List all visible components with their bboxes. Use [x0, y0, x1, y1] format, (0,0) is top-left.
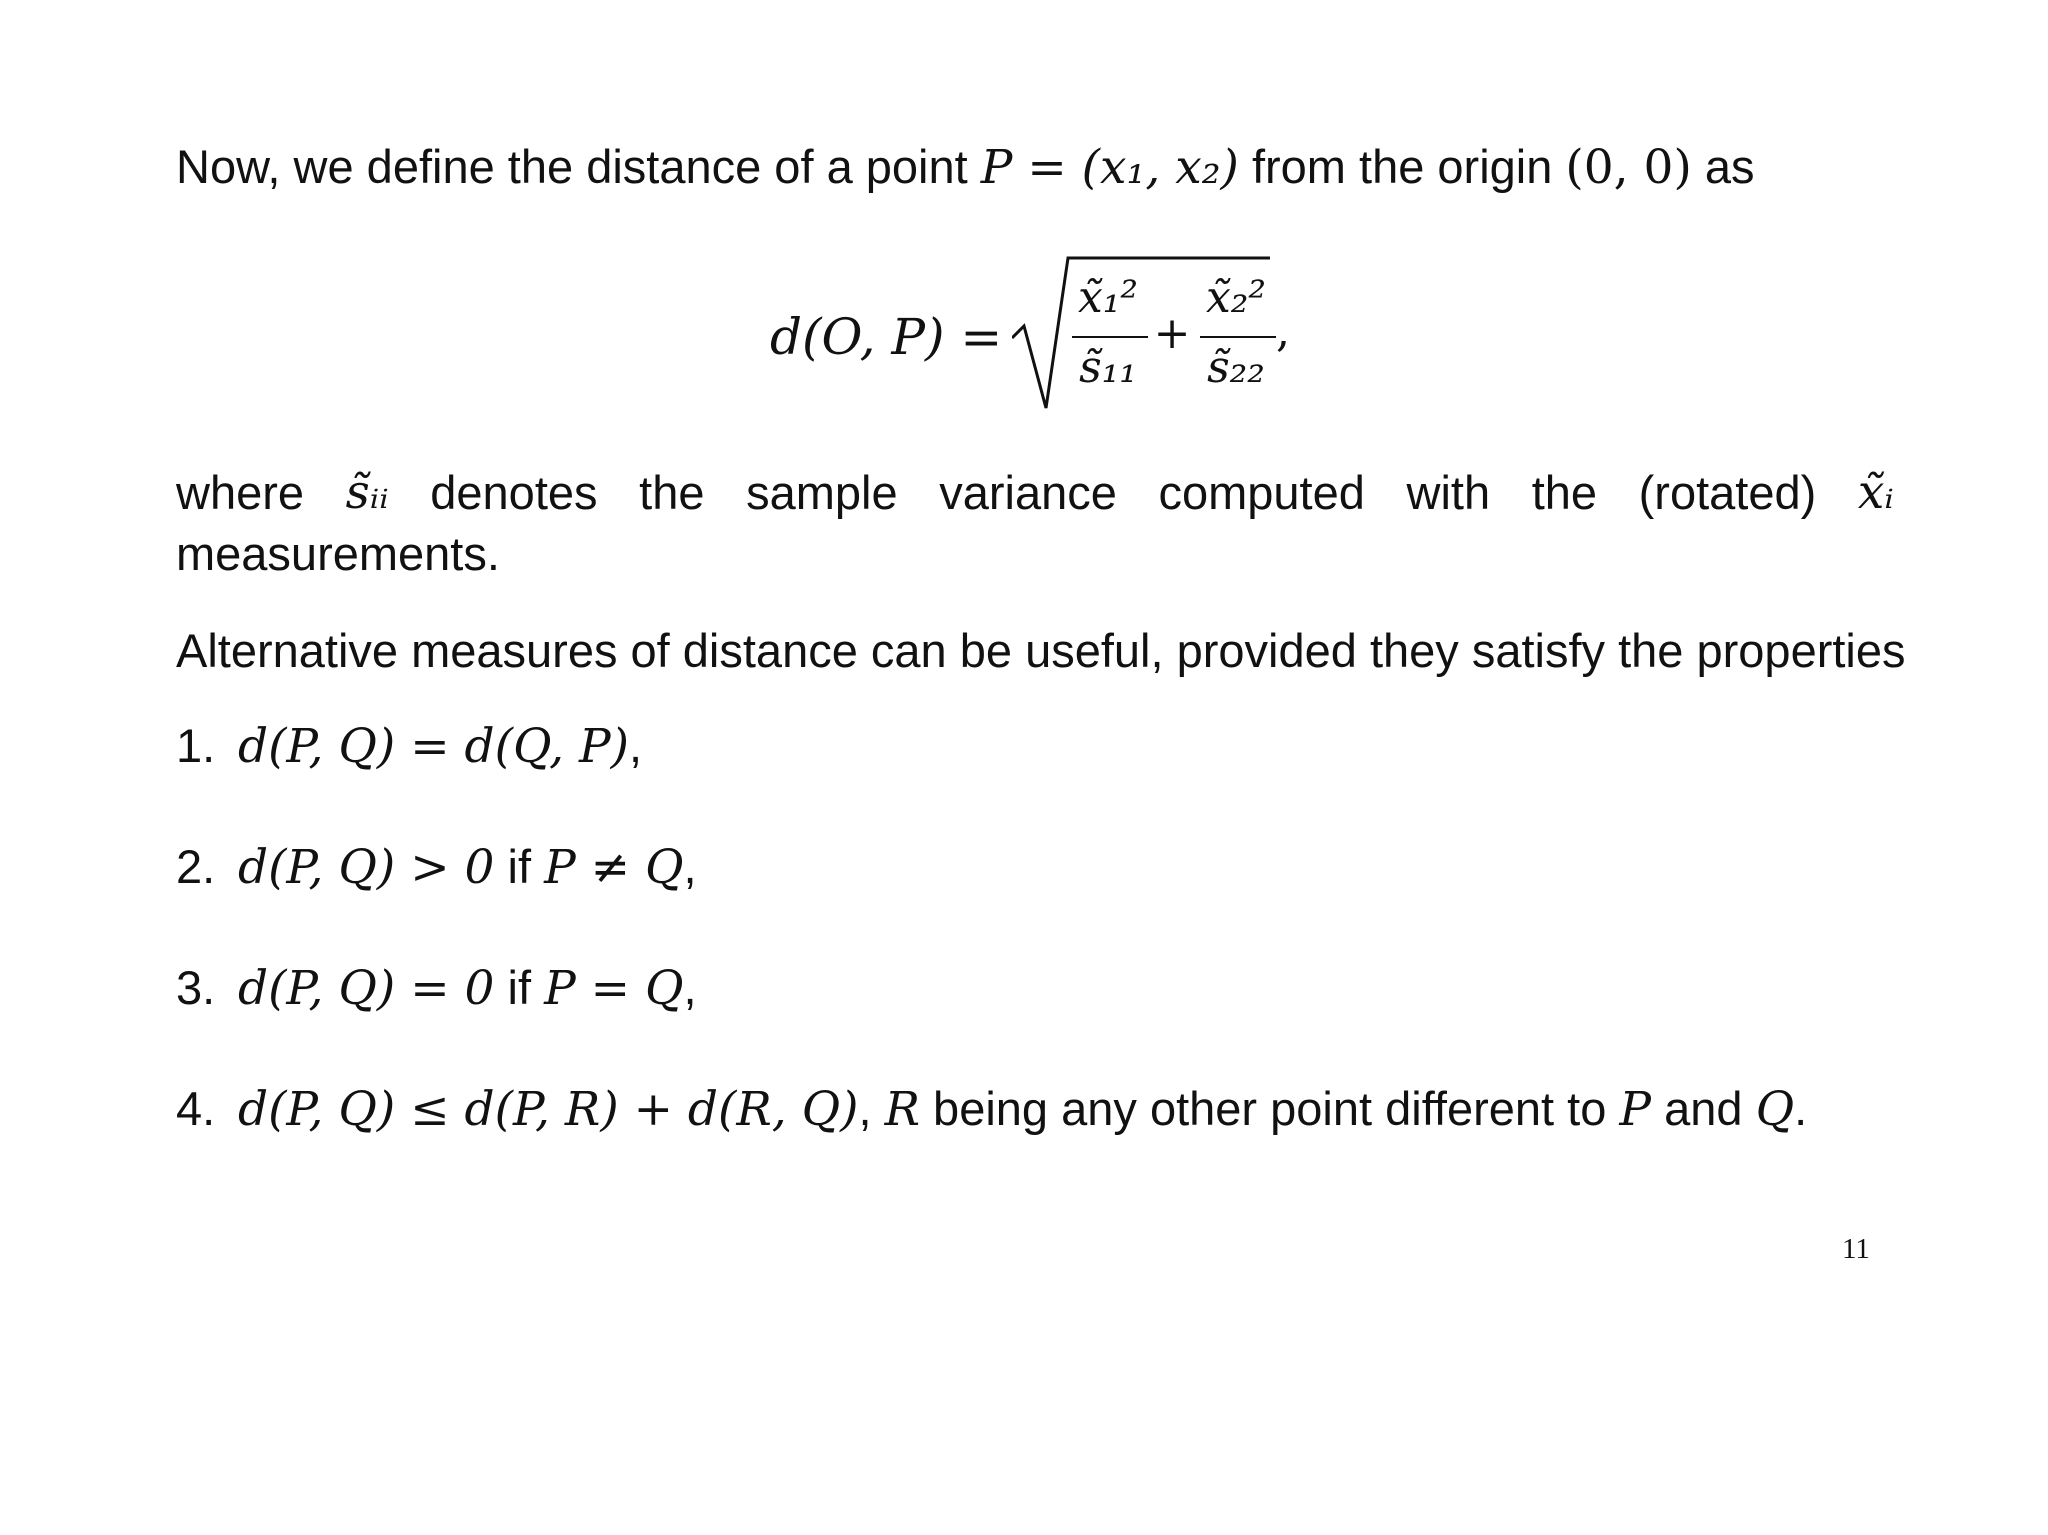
where-continuation: measurements.: [176, 527, 500, 580]
where-word-9: the: [1531, 466, 1598, 519]
property-math-condition: P ≠ Q: [544, 840, 684, 895]
property-math: d(P, Q) > 0: [238, 840, 495, 895]
where-word-6: variance: [939, 466, 1117, 519]
intro-text-before: Now, we define the distance of a point: [176, 140, 968, 193]
where-word-8: with: [1406, 466, 1491, 519]
where-word-1: where: [176, 466, 305, 519]
intro-text-middle: from the origin: [1251, 140, 1553, 193]
intro-line: [176, 139, 1754, 196]
term2-numerator: x̃₂²: [1205, 272, 1267, 323]
where-variance-symbol: s̃ᵢᵢ: [345, 465, 389, 520]
property-math: d(P, Q) = 0: [238, 961, 495, 1016]
where-word-4: the: [639, 466, 705, 519]
property-number: 1.: [176, 719, 216, 772]
term2-fraction-rule: [1200, 336, 1276, 338]
where-measurement-symbol: x̃ᵢ: [1857, 465, 1894, 520]
property-text-middle: being any other point different to: [920, 1082, 1620, 1135]
formula-lhs: d(O, P) =: [770, 308, 1003, 366]
plus-sign: +: [1153, 308, 1191, 359]
property-math: d(P, Q) = d(Q, P): [238, 719, 629, 774]
property-text-end: ,: [683, 961, 697, 1014]
property-text-and: and: [1651, 1082, 1756, 1135]
property-math: d(P, Q) ≤ d(P, R) + d(R, Q): [238, 1082, 859, 1137]
where-word-3: denotes: [430, 466, 598, 519]
origin-expression: (0, 0): [1565, 140, 1692, 195]
property-item-4: [176, 1081, 1807, 1138]
intro-text-after: as: [1704, 140, 1755, 193]
where-word-7: computed: [1158, 466, 1365, 519]
property-item-1: [176, 718, 642, 775]
property-math-condition: P = Q: [544, 961, 684, 1016]
property-math-q: Q: [1755, 1082, 1795, 1137]
where-word-10: (rotated): [1638, 466, 1817, 519]
property-item-2: [176, 839, 697, 896]
term1-numerator: x̃₁²: [1077, 272, 1139, 323]
formula-trailing-comma: ,: [1276, 306, 1290, 357]
property-text-end: .: [1794, 1082, 1808, 1135]
property-item-3: [176, 960, 697, 1017]
page-number: 11: [1842, 1233, 1870, 1265]
where-line: [176, 465, 1894, 521]
term1-fraction-rule: [1072, 336, 1148, 338]
alternative-measures-text: Alternative measures of distance can be useful, provided they satisfy the properties: [176, 624, 1906, 677]
property-text: ,: [629, 719, 643, 772]
property-number: 2.: [176, 840, 216, 893]
property-text: if: [494, 840, 545, 893]
property-number: 4.: [176, 1082, 216, 1135]
property-text-end: ,: [683, 840, 697, 893]
where-word-5: sample: [746, 466, 898, 519]
distance-formula: [770, 250, 1290, 420]
point-expression: P = (x₁, x₂): [980, 140, 1239, 195]
property-math-r: R: [884, 1082, 920, 1137]
property-math-p: P: [1619, 1082, 1652, 1137]
term1-denominator: s̃₁₁: [1079, 342, 1137, 393]
property-text: if: [494, 961, 545, 1014]
property-text: ,: [858, 1082, 885, 1135]
property-number: 3.: [176, 961, 216, 1014]
term2-denominator: s̃₂₂: [1207, 342, 1265, 393]
